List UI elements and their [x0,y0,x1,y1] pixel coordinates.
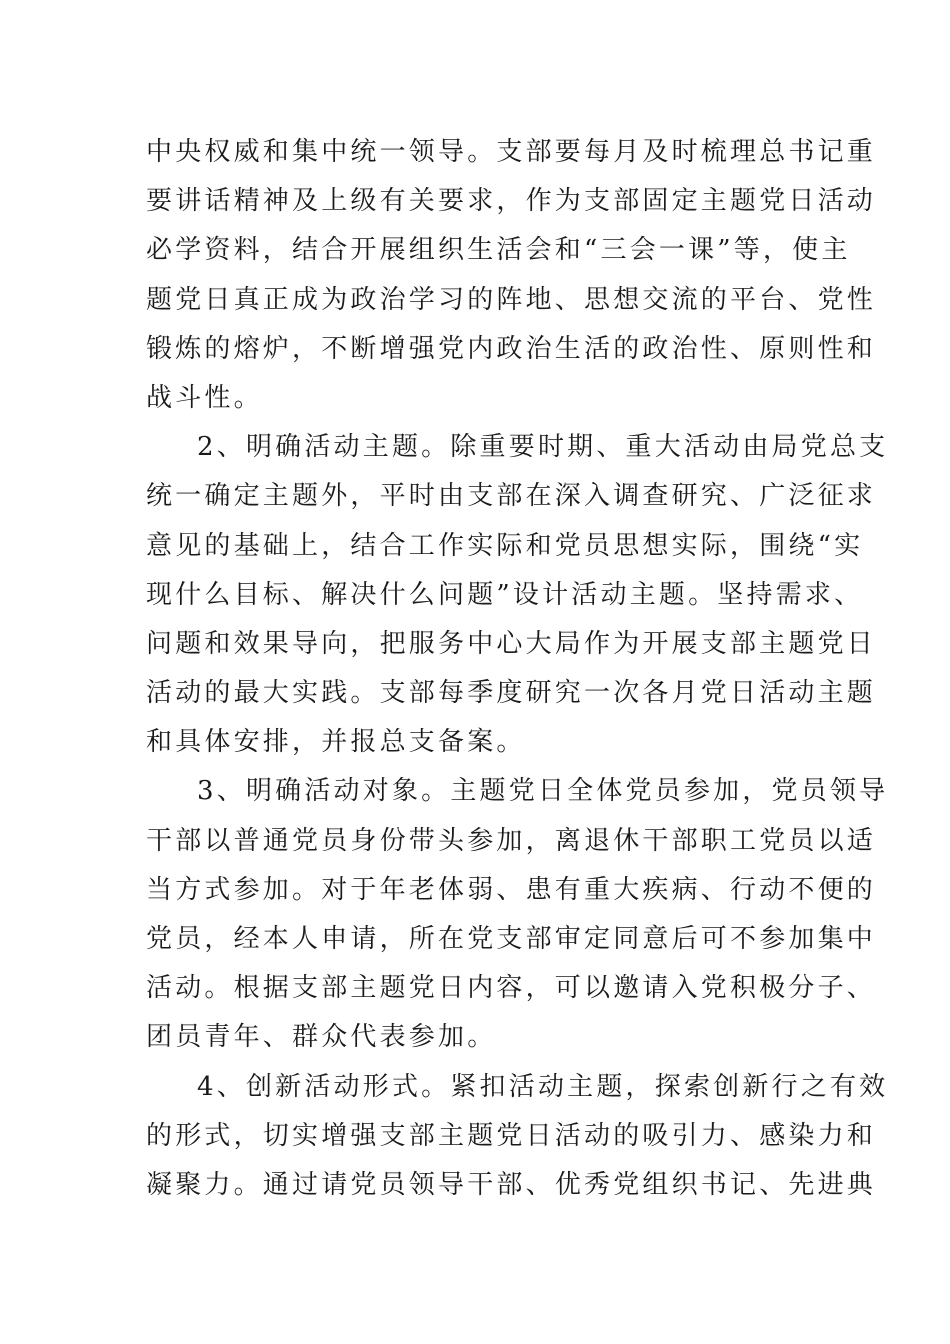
text-line: 战斗性。 [146,382,263,413]
text-line: 干部以普通党员身份带头参加，离退休干部职工党员以适 [146,825,877,856]
text-line: 问题和效果导向，把服务中心大局作为开展支部主题党日 [146,628,877,659]
text-line: 现什么目标、解决什么问题”设计活动主题。坚持需求、 [146,579,864,610]
paragraph-2 [146,423,889,767]
text-line: 题党日真正成为政治学习的阵地、思想交流的平台、党性 [146,284,877,315]
text-line: 团员青年、群众代表参加。 [146,1022,497,1053]
text-line: 要讲话精神及上级有关要求，作为支部固定主题党日活动 [146,186,877,217]
text-line: 2、明确活动主题。除重要时期、重大活动由局党总支 [197,432,889,463]
text-line: 锻炼的熔炉，不断增强党内政治生活的政治性、原则性和 [146,333,877,364]
text-line: 凝聚力。通过请党员领导干部、优秀党组织书记、先进典 [146,1169,877,1200]
paragraph-3 [146,767,889,1062]
document-body [146,128,889,1210]
text-line: 活动的最大实践。支部每季度研究一次各月党日活动主题 [146,678,877,709]
text-line: 3、明确活动对象。主题党日全体党员参加，党员领导 [197,776,889,807]
text-line: 活动。根据支部主题党日内容，可以邀请入党积极分子、 [146,973,877,1004]
text-line: 意见的基础上，结合工作实际和党员思想实际，围绕“实 [146,530,864,561]
text-line: 4、创新活动形式。紧扣活动主题，探索创新行之有效 [197,1071,889,1102]
text-line: 中央权威和集中统一领导。支部要每月及时梳理总书记重 [146,137,877,167]
text-line: 当方式参加。对于年老体弱、患有重大疾病、行动不便的 [146,874,877,905]
text-line: 必学资料，结合开展组织生活会和“三会一课”等，使主 [146,235,851,266]
text-line: 党员，经本人申请，所在党支部审定同意后可不参加集中 [146,924,877,954]
text-line: 的形式，切实增强支部主题党日活动的吸引力、感染力和 [146,1120,877,1151]
paragraph-continuation [146,128,877,423]
text-line: 统一确定主题外，平时由支部在深入调查研究、广泛征求 [146,481,877,512]
text-line: 和具体安排，并报总支备案。 [146,727,526,758]
paragraph-4 [146,1063,889,1211]
